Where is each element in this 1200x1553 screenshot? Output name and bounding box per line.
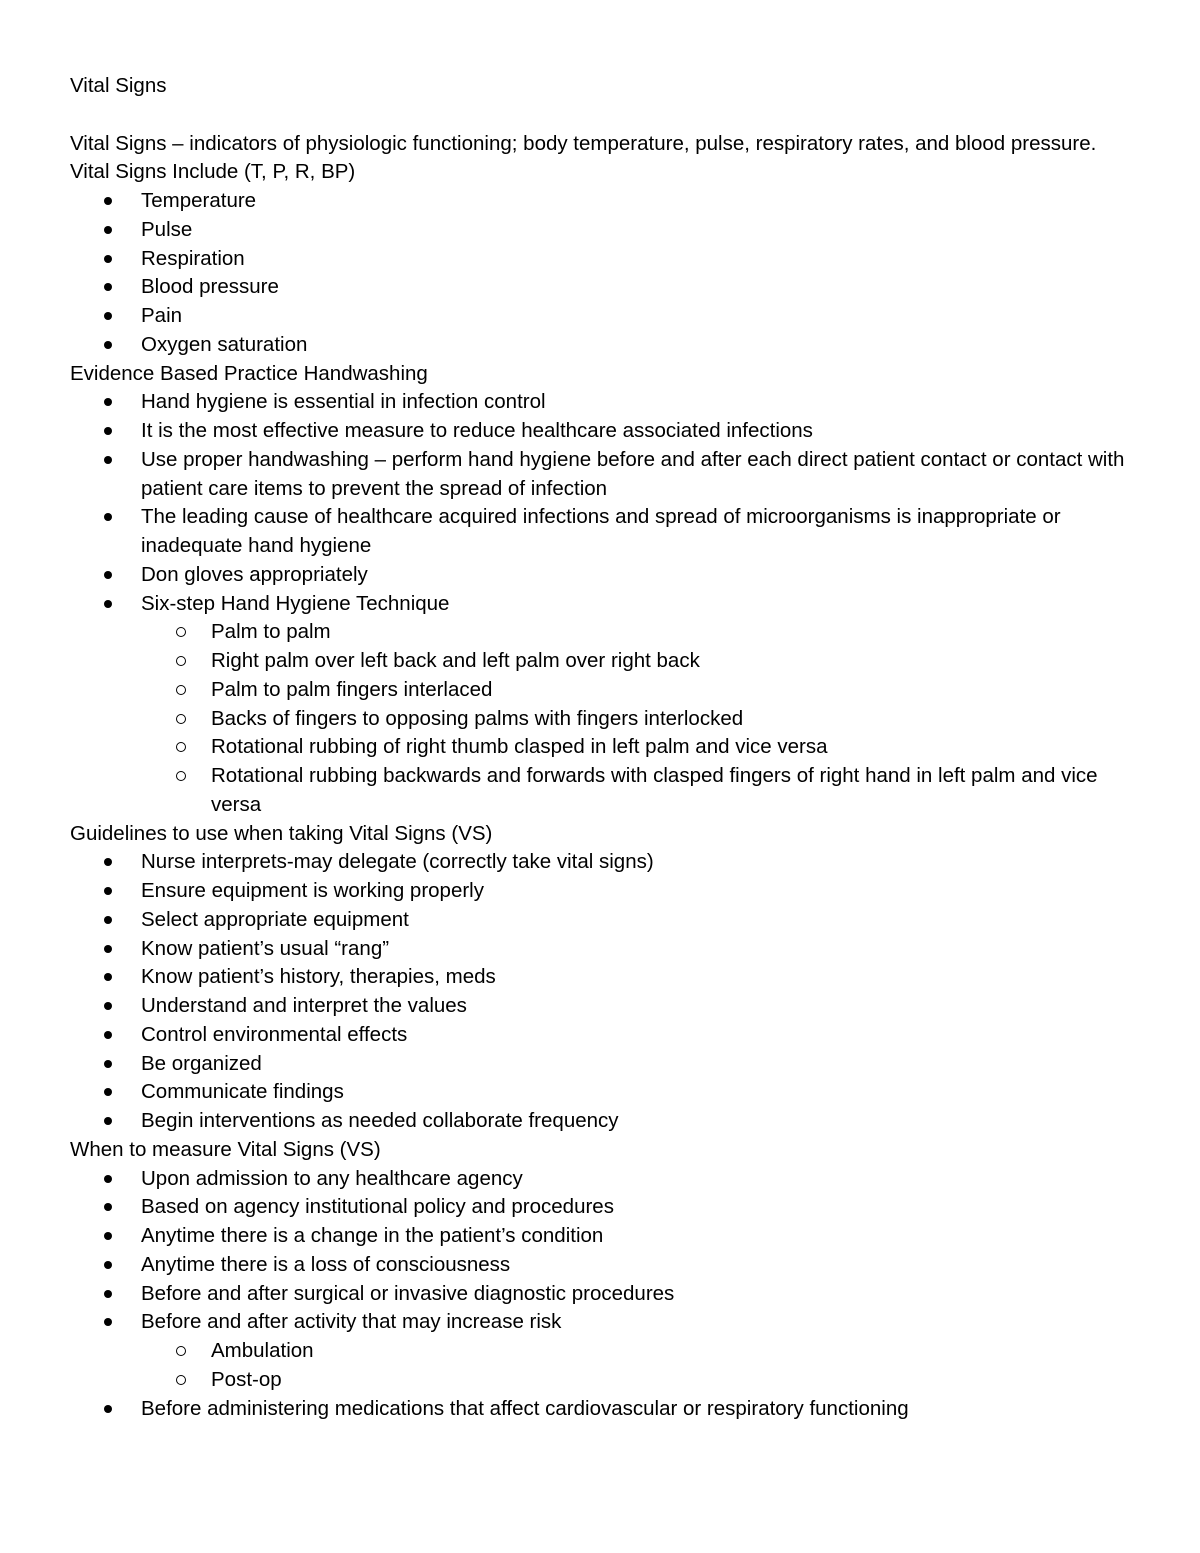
bullet-dot-icon xyxy=(104,513,112,521)
bullet-item xyxy=(70,1222,1130,1251)
bullet-dot-icon xyxy=(104,1405,112,1413)
hollow-circle-icon xyxy=(176,771,186,781)
bullet-item xyxy=(70,1050,1130,1079)
bullet-dot-icon xyxy=(104,1002,112,1010)
bullet-item xyxy=(70,992,1130,1021)
bullet-text: Use proper handwashing – perform hand hygiene before and after each direct patient contact or contact with patient care items to prevent the spread of infection xyxy=(141,447,1125,500)
bullet-text: Know patient’s history, therapies, meds xyxy=(141,965,496,989)
bullet-item xyxy=(70,216,1130,245)
section-heading: When to measure Vital Signs (VS) xyxy=(70,1137,381,1161)
bullet-dot-icon xyxy=(104,341,112,349)
sub-bullet-text: Backs of fingers to opposing palms with fingers interlocked xyxy=(211,706,744,730)
bullet-item xyxy=(70,1308,1130,1337)
hollow-circle-icon xyxy=(176,714,186,724)
bullet-text: Respiration xyxy=(141,246,245,270)
hollow-circle-icon xyxy=(176,742,186,752)
bullet-text: Based on agency institutional policy and procedures xyxy=(141,1195,614,1219)
bullet-item xyxy=(70,503,1130,561)
bullet-text: Nurse interprets-may delegate (correctly take vital signs) xyxy=(141,850,654,874)
hollow-circle-icon xyxy=(176,1375,186,1385)
bullet-item xyxy=(70,273,1130,302)
sub-bullet-text: Ambulation xyxy=(211,1339,314,1362)
bullet-dot-icon xyxy=(104,398,112,406)
bullet-text: Anytime there is a change in the patient’s condition xyxy=(141,1224,604,1247)
bullet-text: Pain xyxy=(141,304,183,327)
bullet-item xyxy=(70,877,1130,906)
bullet-dot-icon xyxy=(104,427,112,435)
sub-bullet-item xyxy=(70,1337,1130,1366)
bullet-item xyxy=(70,1021,1130,1050)
bullet-item xyxy=(70,1251,1130,1280)
bullet-item xyxy=(70,446,1130,504)
sub-bullet-item xyxy=(70,705,1130,734)
sections-container xyxy=(70,158,1130,1423)
hollow-circle-icon xyxy=(176,656,186,666)
sub-bullet-text: Rotational rubbing of right thumb clasped in left palm and vice versa xyxy=(211,735,828,759)
section-heading: Vital Signs Include (T, P, R, BP) xyxy=(70,160,356,184)
sub-bullet-text: Palm to palm xyxy=(211,620,331,644)
bullet-dot-icon xyxy=(104,1060,112,1068)
bullet-dot-icon xyxy=(104,1088,112,1096)
bullet-text: Know patient’s usual “rang” xyxy=(141,936,390,960)
bullet-text: Upon admission to any healthcare agency xyxy=(141,1166,523,1190)
bullet-text: It is the most effective measure to reduce healthcare associated infections xyxy=(141,419,813,442)
bullet-item xyxy=(70,417,1130,446)
bullet-item xyxy=(70,561,1130,590)
bullet-item xyxy=(70,848,1130,877)
bullet-text: Ensure equipment is working properly xyxy=(141,879,484,902)
bullet-dot-icon xyxy=(104,197,112,205)
sub-bullet-text: Palm to palm fingers interlaced xyxy=(211,677,493,701)
document-title: Vital Signs xyxy=(70,74,167,97)
bullet-text: Blood pressure xyxy=(141,275,279,299)
sub-bullet-text: Post-op xyxy=(211,1367,282,1391)
section-heading: Guidelines to use when taking Vital Signs (VS) xyxy=(70,821,493,845)
bullet-dot-icon xyxy=(104,456,112,464)
bullet-item xyxy=(70,187,1130,216)
bullet-text: Before and after surgical or invasive diagnostic procedures xyxy=(141,1281,675,1305)
bullet-dot-icon xyxy=(104,1290,112,1298)
definition-paragraph: Vital Signs – indicators of physiologic functioning; body temperature, pulse, respiratory rates, and blood pressure. xyxy=(70,131,1097,155)
bullet-item xyxy=(70,1165,1130,1194)
bullet-dot-icon xyxy=(104,887,112,895)
bullet-dot-icon xyxy=(104,255,112,263)
bullet-dot-icon xyxy=(104,1203,112,1211)
bullet-item xyxy=(70,245,1130,274)
bullet-text: Select appropriate equipment xyxy=(141,907,409,931)
bullet-text: Communicate findings xyxy=(141,1080,344,1104)
bullet-dot-icon xyxy=(104,858,112,866)
sub-bullet-item xyxy=(70,647,1130,676)
bullet-dot-icon xyxy=(104,916,112,924)
hollow-circle-icon xyxy=(176,1346,186,1356)
bullet-item xyxy=(70,963,1130,992)
bullet-item xyxy=(70,935,1130,964)
bullet-text: The leading cause of healthcare acquired infections and spread of microorganisms is inappropriate or inadequate hand hygiene xyxy=(141,505,1061,557)
bullet-dot-icon xyxy=(104,1117,112,1125)
bullet-item xyxy=(70,1078,1130,1107)
sub-bullet-item xyxy=(70,676,1130,705)
bullet-text: Control environmental effects xyxy=(141,1022,408,1046)
sub-bullet-item xyxy=(70,618,1130,647)
bullet-item xyxy=(70,1395,1130,1424)
bullet-dot-icon xyxy=(104,1232,112,1240)
bullet-dot-icon xyxy=(104,571,112,579)
bullet-text: Anytime there is a loss of consciousness xyxy=(141,1252,511,1276)
sub-bullet-text: Rotational rubbing backwards and forwards with clasped fingers of right hand in left palm and vice versa xyxy=(211,764,1098,816)
bullet-dot-icon xyxy=(104,973,112,981)
bullet-text: Before and after activity that may increase risk xyxy=(141,1310,562,1334)
bullet-dot-icon xyxy=(104,945,112,953)
bullet-item xyxy=(70,1193,1130,1222)
bullet-dot-icon xyxy=(104,226,112,234)
sub-bullet-item xyxy=(70,733,1130,762)
bullet-text: Six-step Hand Hygiene Technique xyxy=(141,591,450,615)
bullet-item xyxy=(70,331,1130,360)
bullet-dot-icon xyxy=(104,1175,112,1183)
bullet-text: Hand hygiene is essential in infection control xyxy=(141,390,546,414)
bullet-text: Before administering medications that affect cardiovascular or respiratory functioning xyxy=(141,1396,909,1420)
bullet-item xyxy=(70,1107,1130,1136)
bullet-dot-icon xyxy=(104,1318,112,1326)
sub-bullet-item xyxy=(70,762,1130,820)
bullet-dot-icon xyxy=(104,1261,112,1269)
bullet-text: Oxygen saturation xyxy=(141,332,308,356)
section-heading: Evidence Based Practice Handwashing xyxy=(70,361,428,385)
bullet-dot-icon xyxy=(104,312,112,320)
bullet-dot-icon xyxy=(104,600,112,608)
bullet-item xyxy=(70,388,1130,417)
sub-bullet-text: Right palm over left back and left palm over right back xyxy=(211,649,700,672)
bullet-item xyxy=(70,906,1130,935)
bullet-text: Understand and interpret the values xyxy=(141,994,467,1017)
bullet-item xyxy=(70,590,1130,619)
bullet-text: Begin interventions as needed collaborate frequency xyxy=(141,1109,619,1132)
sub-bullet-item xyxy=(70,1366,1130,1395)
bullet-item xyxy=(70,1280,1130,1309)
bullet-text: Be organized xyxy=(141,1051,262,1075)
hollow-circle-icon xyxy=(176,685,186,695)
bullet-dot-icon xyxy=(104,283,112,291)
bullet-text: Temperature xyxy=(141,189,257,212)
bullet-item xyxy=(70,302,1130,331)
bullet-text: Don gloves appropriately xyxy=(141,562,368,586)
hollow-circle-icon xyxy=(176,627,186,637)
document-page xyxy=(70,72,1130,1423)
bullet-text: Pulse xyxy=(141,217,193,241)
bullet-dot-icon xyxy=(104,1031,112,1039)
